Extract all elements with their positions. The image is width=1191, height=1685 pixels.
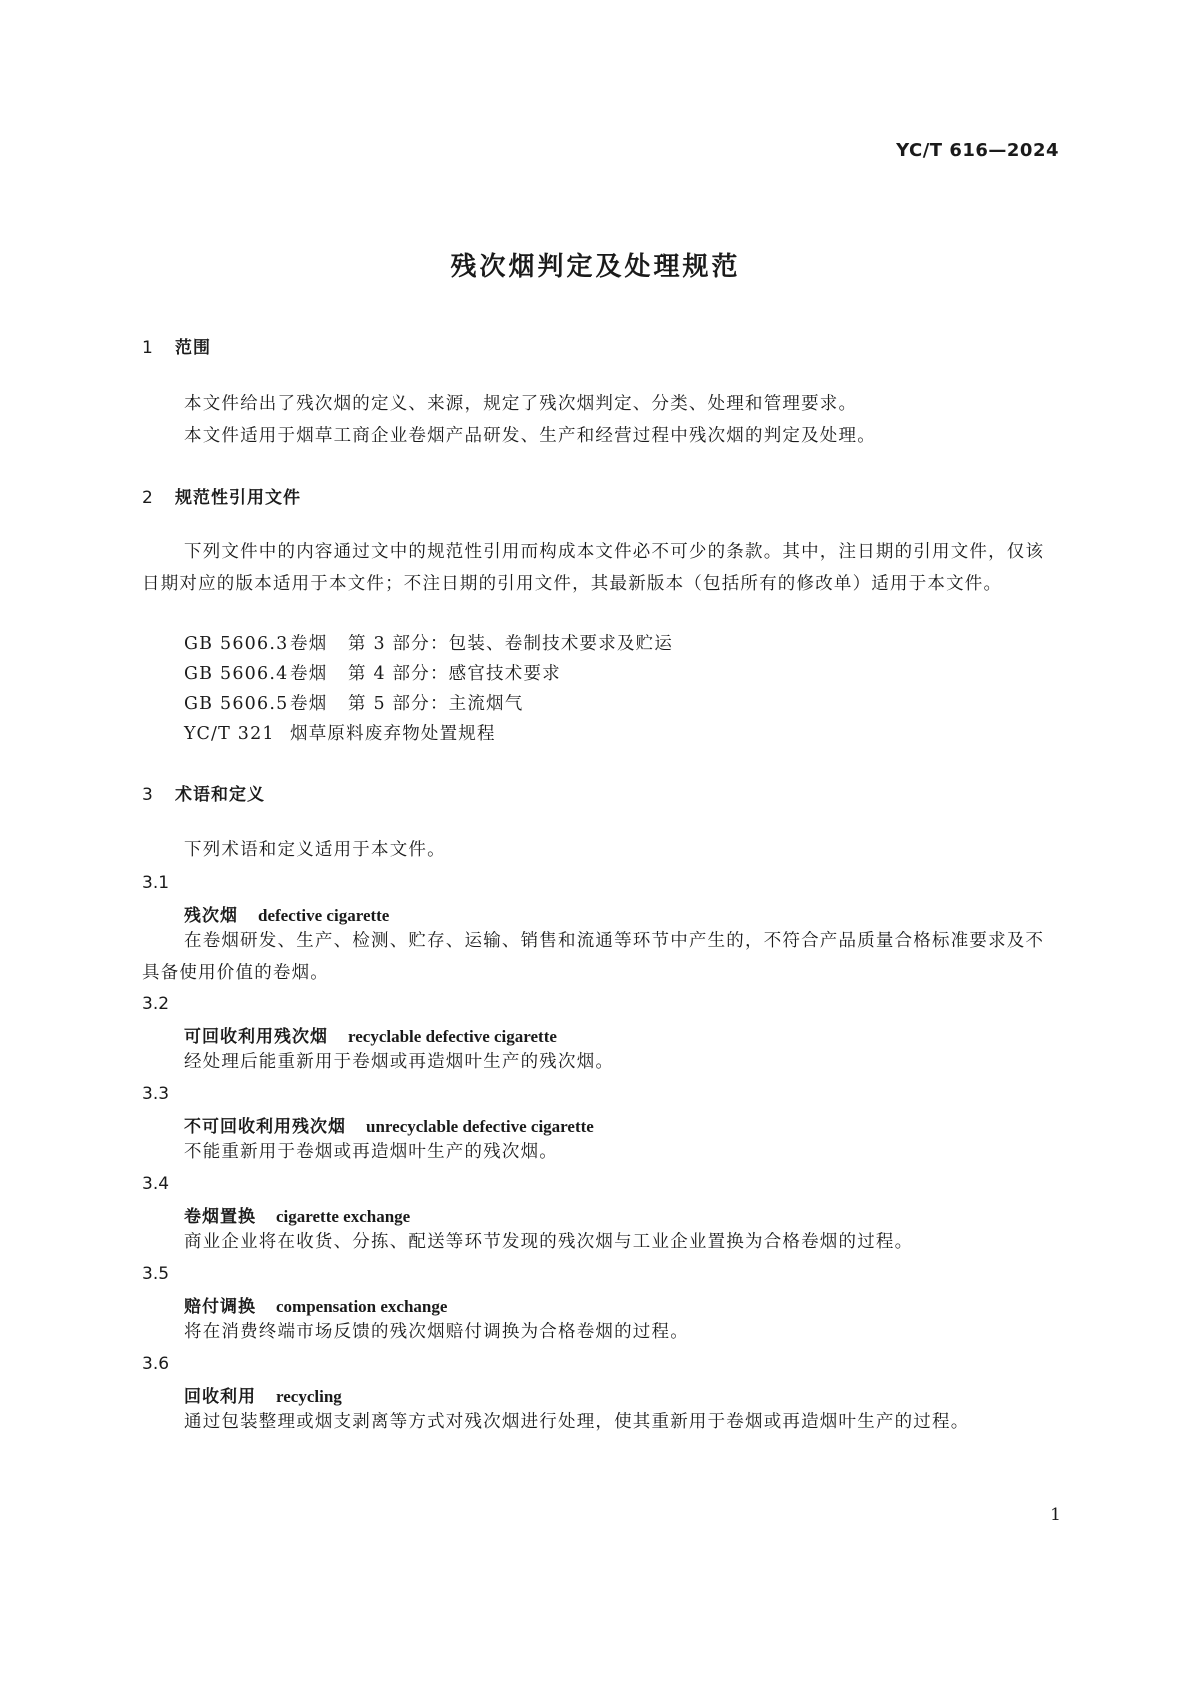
term-definition: 在卷烟研发、生产、检测、贮存、运输、销售和流通等环节中产生的，不符合产品质量合格标准要求及不具备使用价值的卷烟。 [142, 931, 1045, 983]
term-zh: 回收利用 [184, 1387, 256, 1407]
reference-name: 卷烟 [290, 694, 328, 714]
section-heading-terms-definitions [142, 780, 265, 805]
section-title: 术语和定义 [175, 785, 265, 805]
term-definition: 经处理后能重新用于卷烟或再造烟叶生产的残次烟。 [184, 1052, 615, 1072]
paragraph: 本文件给出了残次烟的定义、来源，规定了残次烟判定、分类、处理和管理要求。 [184, 394, 858, 414]
term-zh: 不可回收利用残次烟 [184, 1117, 346, 1137]
page-number: 1 [1050, 1505, 1061, 1525]
paragraph: 本文件适用于烟草工商企业卷烟产品研发、生产和经营过程中残次烟的判定及处理。 [184, 426, 876, 446]
reference-part: 第 4 部分：感官技术要求 [348, 664, 561, 684]
clause-number: 3.5 [142, 1264, 170, 1284]
paragraph: 下列术语和定义适用于本文件。 [184, 840, 446, 860]
term-en: defective cigarette [258, 906, 390, 925]
section-number: 3 [142, 785, 154, 805]
reference-part: 第 3 部分：包装、卷制技术要求及贮运 [348, 634, 674, 654]
reference-part: 烟草原料废弃物处置规程 [290, 724, 496, 744]
reference-part: 第 5 部分：主流烟气 [348, 694, 524, 714]
term-entry [184, 1382, 342, 1407]
term-entry [184, 1292, 447, 1317]
term-zh: 卷烟置换 [184, 1207, 256, 1227]
term-definition: 不能重新用于卷烟或再造烟叶生产的残次烟。 [184, 1142, 558, 1162]
reference-code: GB 5606.5 [184, 694, 289, 714]
standard-code: YC/T 616—2024 [896, 140, 1059, 161]
term-definition: 通过包装整理或烟支剥离等方式对残次烟进行处理，使其重新用于卷烟或再造烟叶生产的过程。 [184, 1412, 970, 1432]
term-zh: 可回收利用残次烟 [184, 1027, 328, 1047]
section-heading-normative-references [142, 483, 301, 508]
term-en: unrecyclable defective cigarette [366, 1117, 594, 1136]
clause-number: 3.4 [142, 1174, 170, 1194]
term-en: recyclable defective cigarette [348, 1027, 557, 1046]
term-entry [184, 1202, 410, 1227]
reference-item [184, 660, 561, 685]
term-entry [184, 1022, 557, 1047]
section-title: 规范性引用文件 [175, 488, 301, 508]
term-entry [184, 901, 389, 926]
term-zh: 残次烟 [184, 906, 238, 926]
term-definition: 商业企业将在收货、分拣、配送等环节发现的残次烟与工业企业置换为合格卷烟的过程。 [184, 1232, 914, 1252]
reference-name: 卷烟 [290, 634, 328, 654]
reference-item [184, 690, 523, 715]
clause-number: 3.2 [142, 994, 170, 1014]
term-zh: 赔付调换 [184, 1297, 256, 1317]
section-number: 2 [142, 488, 154, 508]
paragraph: 下列文件中的内容通过文中的规范性引用而构成本文件必不可少的条款。其中，注日期的引用文件，仅该日期对应的版本适用于本文件；不注日期的引用文件，其最新版本（包括所有的修改单）适用于本文件。 [142, 542, 1045, 594]
reference-item [184, 630, 673, 655]
section-heading-scope [142, 333, 211, 358]
clause-number: 3.3 [142, 1084, 170, 1104]
reference-item [184, 720, 496, 745]
clause-number: 3.1 [142, 873, 170, 893]
term-en: cigarette exchange [276, 1207, 411, 1226]
term-entry [184, 1112, 594, 1137]
reference-code: YC/T 321 [184, 724, 275, 744]
term-en: compensation exchange [276, 1297, 448, 1316]
term-definition: 将在消费终端市场反馈的残次烟赔付调换为合格卷烟的过程。 [184, 1322, 689, 1342]
document-title: 残次烟判定及处理规范 [450, 252, 741, 282]
section-title: 范围 [175, 338, 211, 358]
reference-code: GB 5606.4 [184, 664, 289, 684]
clause-number: 3.6 [142, 1354, 170, 1374]
reference-code: GB 5606.3 [184, 634, 289, 654]
section-number: 1 [142, 338, 154, 358]
reference-name: 卷烟 [290, 664, 328, 684]
term-en: recycling [276, 1387, 342, 1406]
